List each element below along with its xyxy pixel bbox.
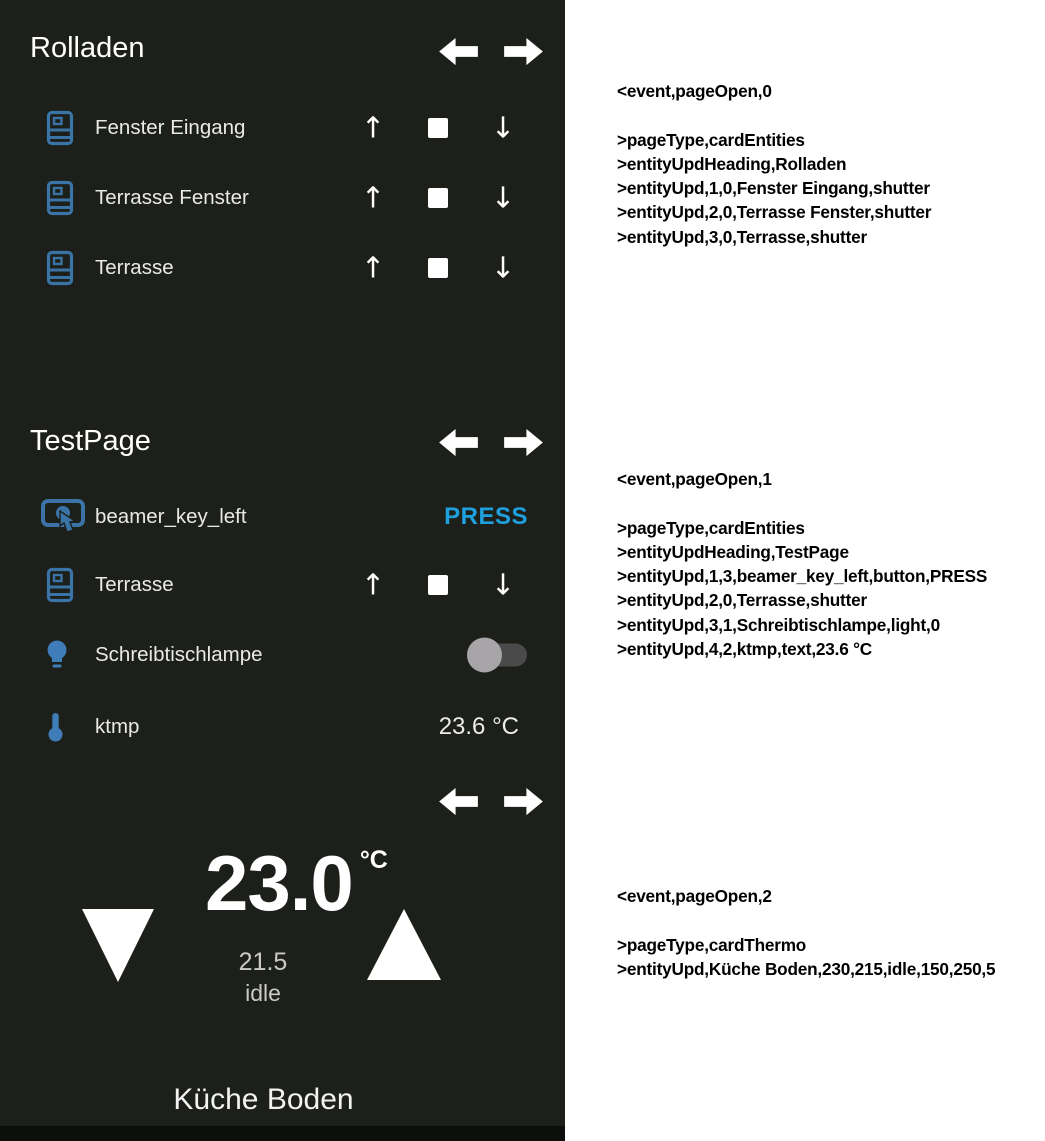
arrow-right-icon next-page-button[interactable] [504,427,543,458]
shutter-up-button arrow-up-icon[interactable]: ↑ [360,110,386,145]
gesture-tap-button-icon [40,496,86,538]
window-shutter-icon [46,110,74,146]
setpoint-temperature: 21.5 [238,948,288,976]
shutter-stop-button stop-icon[interactable] [428,188,448,208]
shutter-down-button arrow-down-icon[interactable]: ↓ [490,180,516,215]
shutter-up-button arrow-up-icon[interactable]: ↑ [360,250,386,285]
log-block-page0: <event,pageOpen,0 >pageType,cardEntities >entityUpdHeading,Rolladen >entityUpd,1,0,Fenster Eingang,shutter >entityUpd,2,0,Terrasse Fenster,shutter >entityUpd,3,0,Terrasse,shutter [617,81,932,247]
entity-row [0,563,565,607]
entity-label: Schreibtischlampe [95,643,263,666]
log-block-page2: <event,pageOpen,2 >pageType,cardThermo >entityUpd,Küche Boden,230,215,idle,150,250,5 [617,886,996,979]
entity-row [0,106,565,150]
window-shutter-icon [46,180,74,216]
hvac-state: idle [245,980,281,1006]
lightbulb-icon [46,640,68,671]
window-shutter-icon [46,567,74,603]
page-nav [439,427,543,458]
shutter-up-button arrow-up-icon[interactable]: ↑ [360,180,386,215]
entity-label: Terrasse Fenster [95,186,249,209]
current-temperature-value: 23.0 [205,839,353,927]
card-heading: TestPage [30,425,151,457]
temp-up-button triangle-up-icon[interactable] [367,909,441,980]
arrow-right-icon next-page-button[interactable] [504,36,543,67]
toggle-knob [467,638,502,673]
entity-label: Terrasse [95,256,174,279]
arrow-left-icon prev-page-button[interactable] [439,427,478,458]
entity-row [0,495,565,539]
shutter-up-button arrow-up-icon[interactable]: ↑ [360,567,386,602]
shutter-down-button arrow-down-icon[interactable]: ↓ [490,567,516,602]
arrow-left-icon prev-page-button[interactable] [439,786,478,817]
log-block-page1: <event,pageOpen,1 >pageType,cardEntities >entityUpdHeading,TestPage >entityUpd,1,3,beamer_key_left,button,PRESS >entityUpd,2,0,Terrasse,shutter >entityUpd,3,1,Schreibtischlampe,light,0 >entityUpd,4,2,ktmp,text,23.6 °C [617,469,988,660]
shutter-down-button arrow-down-icon[interactable]: ↓ [490,110,516,145]
entity-label: beamer_key_left [95,505,247,528]
temp-down-button triangle-down-icon[interactable] [82,909,154,982]
entity-label: ktmp [95,715,140,738]
entity-row [0,246,565,290]
entity-row [0,705,565,749]
press-button[interactable]: PRESS [444,503,528,530]
light-toggle-switch[interactable] [467,638,527,673]
entity-label: Terrasse [95,573,174,596]
shutter-stop-button stop-icon[interactable] [428,118,448,138]
arrow-left-icon prev-page-button[interactable] [439,36,478,67]
current-temperature [205,839,388,927]
page-nav [439,36,543,67]
thermostat-title: Küche Boden [173,1083,354,1116]
shutter-down-button arrow-down-icon[interactable]: ↓ [490,250,516,285]
entity-row [0,176,565,220]
shutter-stop-button stop-icon[interactable] [428,575,448,595]
card-heading: Rolladen [30,32,145,64]
page-nav [439,786,543,817]
arrow-right-icon next-page-button[interactable] [504,786,543,817]
entity-label: Fenster Eingang [95,116,246,139]
entity-row [0,633,565,677]
sensor-value: 23.6 °C [438,713,519,740]
panel-bottom-edge [0,1126,565,1141]
shutter-stop-button stop-icon[interactable] [428,258,448,278]
thermometer-icon [48,712,63,742]
temperature-unit: °C [359,846,388,874]
window-shutter-icon [46,250,74,286]
